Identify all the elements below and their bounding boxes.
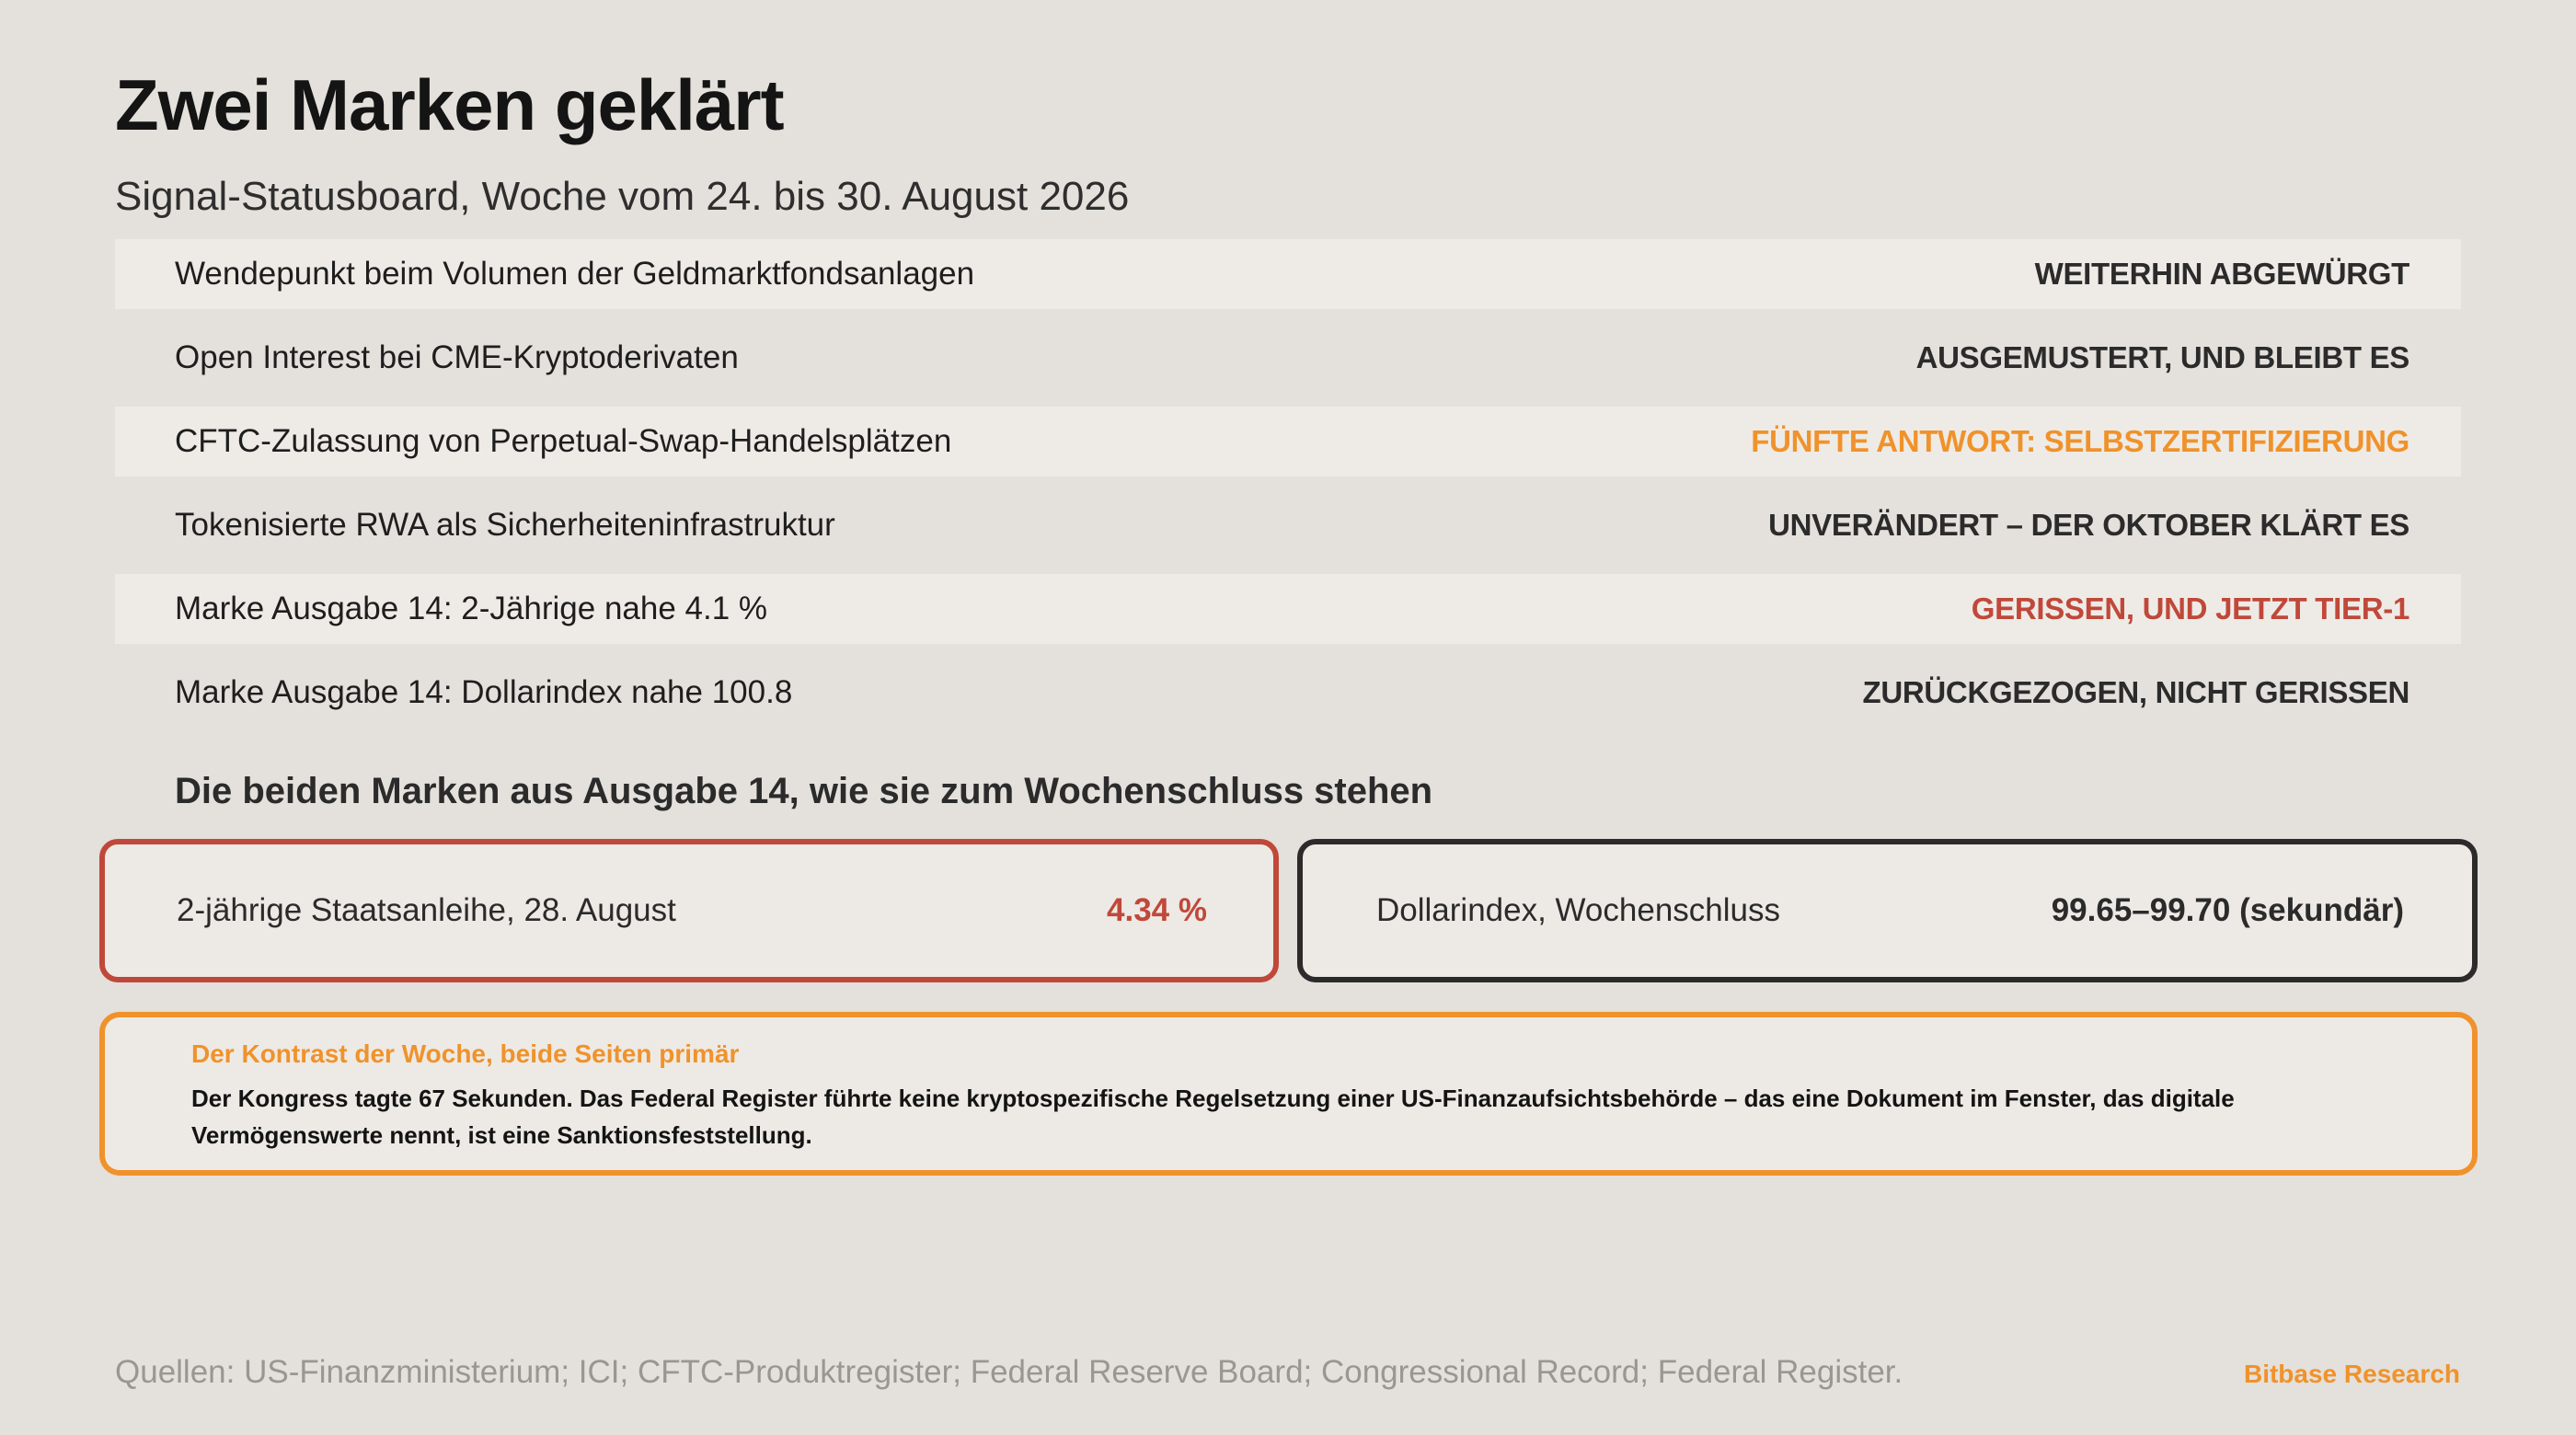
- signal-status: UNVERÄNDERT – DER OKTOBER KLÄRT ES: [1768, 508, 2409, 542]
- signal-label: Marke Ausgabe 14: 2-Jährige nahe 4.1 %: [175, 591, 768, 626]
- mark-card-two-year-yield: [99, 839, 1279, 982]
- signal-row: [115, 658, 2461, 728]
- signal-status-table: [115, 239, 2461, 741]
- mark-label: Dollarindex, Wochenschluss: [1376, 892, 1781, 928]
- page-subtitle: Signal-Statusboard, Woche vom 24. bis 30. August 2026: [115, 174, 1130, 219]
- signal-row: [115, 574, 2461, 644]
- signal-row: [115, 407, 2461, 476]
- signal-status: ZURÜCKGEZOGEN, NICHT GERISSEN: [1862, 675, 2409, 709]
- signal-status: AUSGEMUSTERT, UND BLEIBT ES: [1915, 340, 2409, 374]
- mark-label: 2-jährige Staatsanleihe, 28. August: [177, 892, 676, 928]
- signal-status: GERISSEN, UND JETZT TIER-1: [1971, 591, 2409, 626]
- signal-label: CFTC-Zulassung von Perpetual-Swap-Handelsplätzen: [175, 423, 952, 459]
- signal-label: Wendepunkt beim Volumen der Geldmarktfondsanlagen: [175, 256, 975, 292]
- signal-status: FÜNFTE ANTWORT: SELBSTZERTIFIZIERUNG: [1751, 424, 2409, 458]
- signal-status: WEITERHIN ABGEWÜRGT: [2034, 257, 2409, 291]
- signal-row: [115, 323, 2461, 393]
- signal-row: [115, 239, 2461, 309]
- signal-label: Tokenisierte RWA als Sicherheiteninfrastruktur: [175, 507, 835, 543]
- brand-label: Bitbase Research: [2243, 1360, 2460, 1388]
- page-title: Zwei Marken geklärt: [115, 64, 784, 145]
- contrast-text: Der Kongress tagte 67 Sekunden. Das Federal Register führte keine kryptospezifische Regelsetzung einer US-Finanzaufsichtsbehörde – das eine Dokument im Fenster, das digitale Vermögenswerte nennt, ist eine Sanktionsfeststellung.: [191, 1085, 2235, 1149]
- mark-value: 99.65–99.70 (sekundär): [2051, 892, 2404, 928]
- signal-label: Open Interest bei CME-Kryptoderivaten: [175, 339, 739, 375]
- signal-label: Marke Ausgabe 14: Dollarindex nahe 100.8: [175, 674, 793, 710]
- sources-footnote: Quellen: US-Finanzministerium; ICI; CFTC-Produktregister; Federal Reserve Board; Congressional Record; Federal Register.: [115, 1354, 1903, 1390]
- marks-heading: Die beiden Marken aus Ausgabe 14, wie sie zum Wochenschluss stehen: [175, 771, 1433, 811]
- mark-value: 4.34 %: [1107, 892, 1207, 928]
- contrast-title: Der Kontrast der Woche, beide Seiten primär: [191, 1039, 740, 1068]
- mark-card-dollar-index: [1297, 839, 2478, 982]
- contrast-callout: [99, 1012, 2478, 1176]
- signal-row: [115, 490, 2461, 560]
